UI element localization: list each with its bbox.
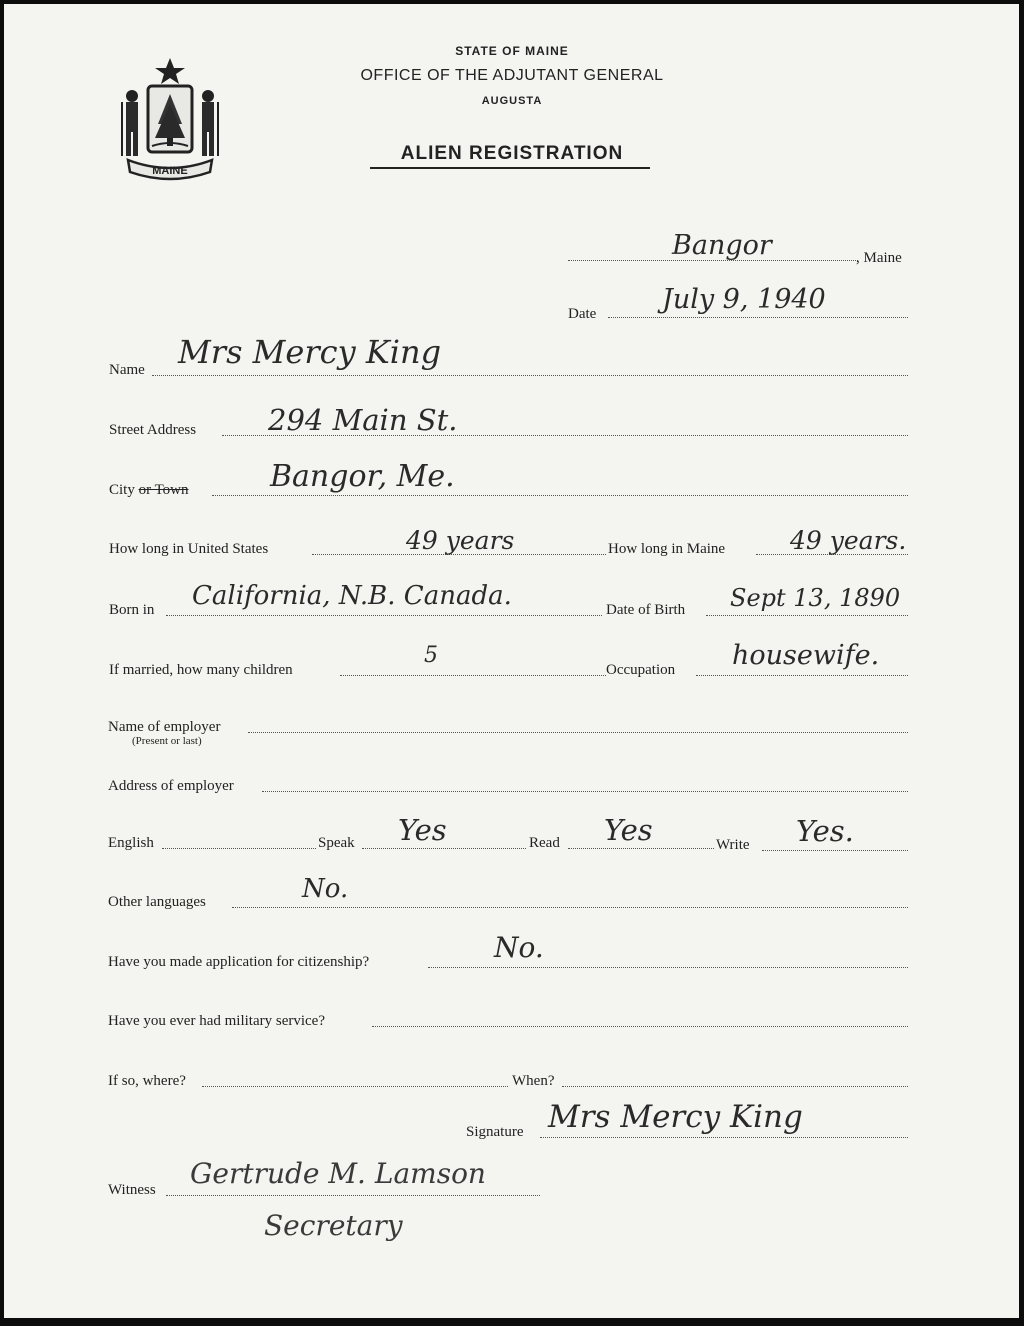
born-in-line — [166, 615, 602, 616]
born-in-label: Born in — [109, 602, 155, 618]
children-entry: 5 — [424, 643, 438, 668]
witness-label: Witness — [108, 1182, 156, 1198]
when-label: When? — [512, 1073, 555, 1089]
children-label: If married, how many children — [109, 662, 293, 678]
witness-line — [166, 1195, 540, 1196]
children-line — [340, 675, 606, 676]
english-line — [162, 848, 316, 849]
how-long-maine-label: How long in Maine — [608, 541, 726, 557]
other-languages-label: Other languages — [108, 894, 206, 910]
write-entry: Yes. — [796, 814, 854, 848]
scan-edge-top — [0, 0, 1024, 4]
date-label: Date — [568, 306, 597, 322]
english-label: English — [108, 835, 154, 851]
street-label: Street Address — [109, 422, 197, 438]
employer-address-label: Address of employer — [108, 778, 234, 794]
title-underline — [370, 167, 650, 169]
scan-edge-right — [1019, 0, 1024, 1326]
employer-address-line — [262, 791, 908, 792]
or-town-struck: or Town — [138, 482, 189, 498]
dob-entry: Sept 13, 1890 — [730, 584, 901, 612]
street-entry: 294 Main St. — [268, 403, 458, 437]
signature-line — [540, 1137, 908, 1138]
citizenship-label: Have you made application for citizenship? — [108, 954, 370, 970]
header-city: AUGUSTA — [481, 95, 543, 107]
state-seal-icon — [110, 52, 230, 184]
born-in-entry: California, N.B. Canada. — [192, 581, 512, 611]
read-line — [568, 848, 714, 849]
header-state: STATE OF MAINE — [455, 44, 569, 58]
occupation-entry: housewife. — [732, 640, 880, 671]
employer-line — [248, 732, 908, 733]
signature-label: Signature — [466, 1124, 524, 1140]
write-line — [762, 850, 908, 851]
city-word: City — [109, 482, 135, 498]
occupation-line — [696, 675, 908, 676]
speak-label: Speak — [318, 835, 355, 851]
where-line — [202, 1086, 508, 1087]
seal-lettering: MAINE — [152, 165, 188, 177]
name-label: Name — [109, 362, 145, 378]
read-entry: Yes — [604, 813, 653, 847]
date-line — [608, 317, 908, 318]
signature-entry: Mrs Mercy King — [548, 1099, 803, 1135]
other-languages-entry: No. — [302, 874, 349, 904]
speak-line — [362, 848, 526, 849]
maine-suffix-label: , Maine — [856, 250, 902, 266]
dob-line — [706, 615, 908, 616]
how-long-maine-entry: 49 years. — [790, 526, 907, 555]
where-label: If so, where? — [108, 1073, 186, 1089]
city-line — [212, 495, 908, 496]
how-long-us-entry: 49 years — [406, 526, 515, 555]
place-entry: Bangor — [672, 230, 772, 261]
occupation-label: Occupation — [606, 662, 676, 678]
name-entry: Mrs Mercy King — [178, 333, 442, 371]
scan-edge-bottom — [0, 1318, 1024, 1326]
city-label — [109, 481, 189, 499]
employer-label: Name of employer — [108, 719, 221, 735]
speak-entry: Yes — [398, 813, 447, 847]
form-title: ALIEN REGISTRATION — [400, 143, 624, 164]
dob-label: Date of Birth — [606, 602, 686, 618]
when-line — [562, 1086, 908, 1087]
witness-title-entry: Secretary — [264, 1209, 403, 1242]
name-line — [152, 375, 908, 376]
city-entry: Bangor, Me. — [270, 459, 455, 494]
other-languages-line — [232, 907, 908, 908]
employer-note: (Present or last) — [132, 735, 202, 747]
witness-entry: Gertrude M. Lamson — [190, 1157, 486, 1190]
how-long-us-label: How long in United States — [109, 541, 269, 557]
write-label: Write — [716, 837, 750, 853]
military-label: Have you ever had military service? — [108, 1013, 325, 1029]
citizenship-line — [428, 967, 908, 968]
date-entry: July 9, 1940 — [662, 284, 826, 315]
military-line — [372, 1026, 908, 1027]
citizenship-entry: No. — [494, 931, 544, 964]
read-label: Read — [529, 835, 560, 851]
header-office: OFFICE OF THE ADJUTANT GENERAL — [360, 67, 664, 84]
scan-edge-left — [0, 0, 4, 1326]
